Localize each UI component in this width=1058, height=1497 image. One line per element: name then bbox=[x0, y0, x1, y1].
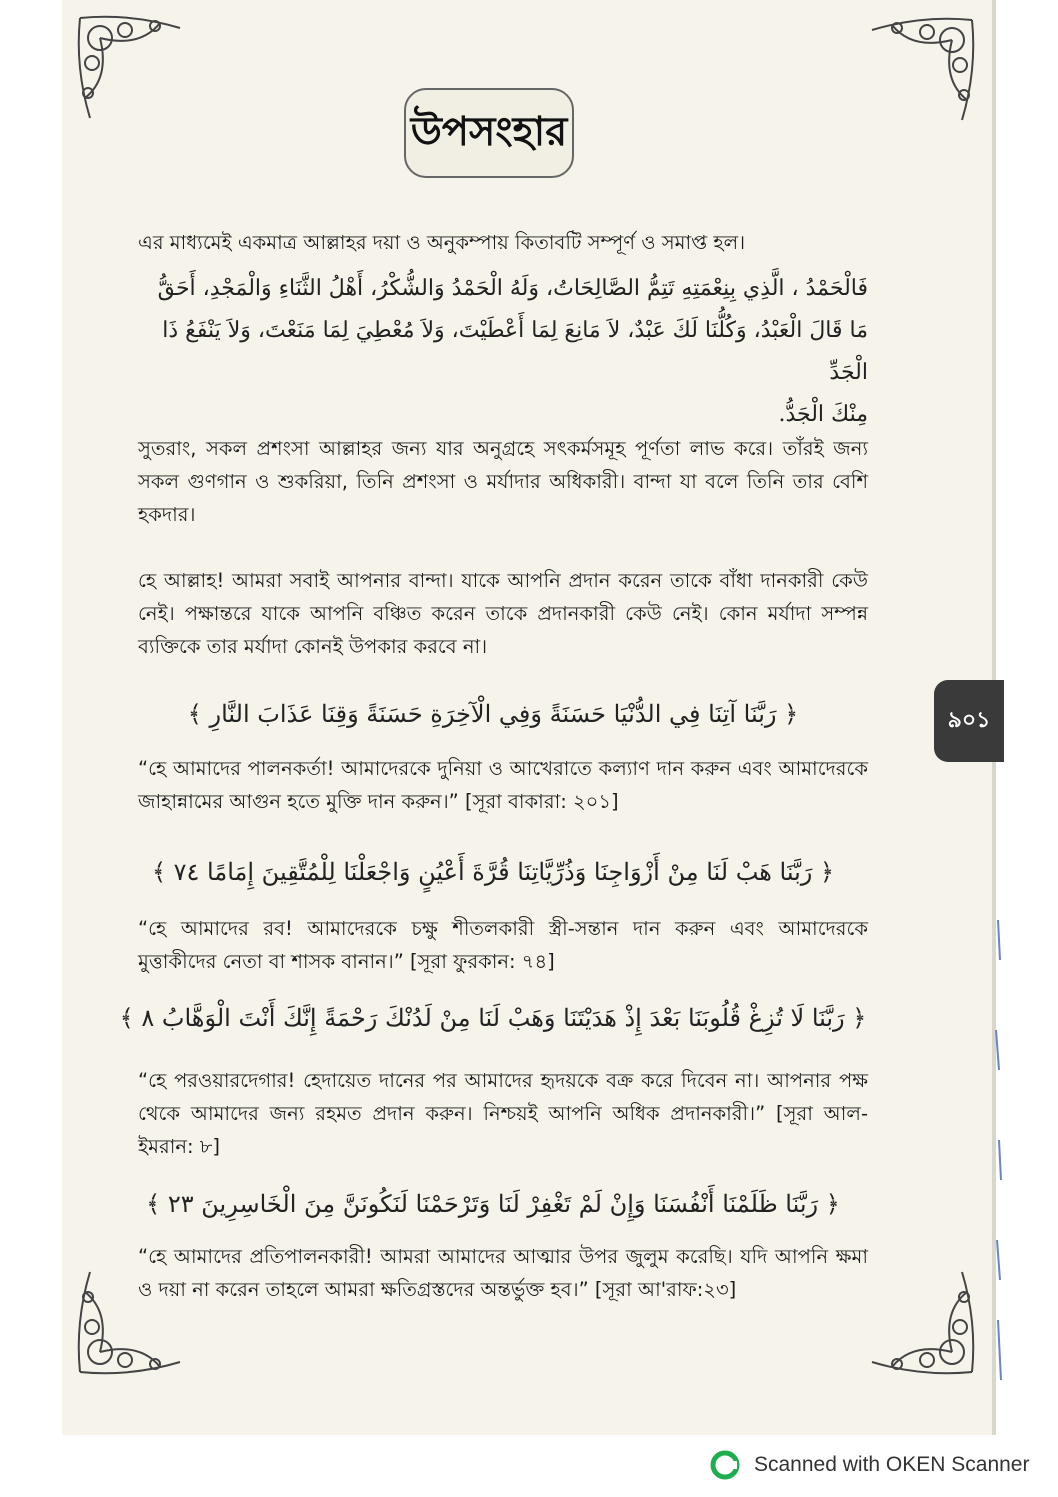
dua-1-arabic: ﴿ رَبَّنَا آتِنَا فِي الدُّنْيَا حَسَنَةً وَفِي الْآخِرَةِ حَسَنَةً وَقِنَا عَذَابَ النَّارِ ﴾ bbox=[187, 700, 799, 728]
corner-ornament-bottom-right bbox=[862, 1262, 982, 1382]
dua-2-translation: “হে আমাদের রব! আমাদেরকে চক্ষু শীতলকারী স্ত্রী-সন্তান দান করুন এবং আমাদেরকে মুত্তাকীদের নেতা বা শাসক বানান।” [সূরা ফুরকান: ৭৪] bbox=[138, 917, 868, 973]
dua-4-translation: “হে আমাদের প্রতিপালনকারী! আমরা আমাদের আত্মার উপর জুলুম করেছি। যদি আপনি ক্ষমা ও দয়া না করেন তাহলে আমরা ক্ষতিগ্রস্তদের অন্তর্ভুক্ত হব।” [সূরা আ'রাফ:২৩] bbox=[138, 1245, 868, 1301]
page-number: ৯০১ bbox=[947, 707, 991, 733]
dua-1-translation: “হে আমাদের পালনকর্তা! আমাদেরকে দুনিয়া ও আখেরাতে কল্যাণ দান করুন এবং আমাদেরকে জাহান্নামের আগুন হতে মুক্তি দান করুন।” [সূরা বাকারা: ২০১] bbox=[138, 757, 868, 813]
dua-3-translation: “হে পরওয়ারদেগার! হেদায়েত দানের পর আমাদের হৃদয়কে বক্র করে দিবেন না। আপনার পক্ষ থেকে আমাদের জন্য রহমত প্রদান করুন। নিশ্চয়ই আপনি অধিক প্রদানকারী।” [সূরা আল-ইমরান: ৮] bbox=[138, 1069, 868, 1158]
scanner-watermark bbox=[710, 1446, 1029, 1484]
corner-ornament-top-left bbox=[70, 8, 190, 128]
arabic-praise-line: فَالْحَمْدُ ، الَّذِي بِنِعْمَتِهِ تَتِمُّ الصَّالِحَاتُ، وَلَهُ الْحَمْدُ وَالشُّكْرُ، أَهْلُ الثَّنَاءِ وَالْمَجْدِ، أَحَقُّ bbox=[157, 276, 868, 301]
scanner-logo-icon bbox=[710, 1450, 740, 1480]
arabic-praise-line: مَا قَالَ الْعَبْدُ، وَكُلُّنَا لَكَ عَبْدٌ، لاَ مَانِعَ لِمَا أَعْطَيْتَ، وَلاَ مُعْطِيَ لِمَا مَنَعْتَ، وَلاَ يَنْفَعُ ذَا الْجَدِّ bbox=[162, 318, 868, 385]
dua-4-arabic: ﴿ رَبَّنَا ظَلَمْنَا أَنْفُسَنَا وَإِنْ لَمْ تَغْفِرْ لَنَا وَتَرْحَمْنَا لَنَكُونَنَّ مِنَ الْخَاسِرِينَ ٢٣ ﴾ bbox=[146, 1190, 840, 1218]
praise-paragraph: সুতরাং, সকল প্রশংসা আল্লাহর জন্য যার অনুগ্রহে সৎকর্মসমূহ পূর্ণতা লাভ করে। তাঁরই জন্য সকল গুণগান ও শুকরিয়া, তিনি প্রশংসা ও মর্যাদার অধিকারী। বান্দা যা বলে তিনি তার বেশি হকদার। bbox=[138, 437, 868, 526]
intro-paragraph: এর মাধ্যমেই একমাত্র আল্লাহর দয়া ও অনুকম্পায় কিতাবটি সম্পূর্ণ ও সমাপ্ত হল। bbox=[138, 231, 746, 254]
corner-ornament-top-right bbox=[862, 10, 982, 130]
scanner-text: Scanned with OKEN Scanner bbox=[754, 1453, 1030, 1476]
arabic-praise-line: مِنْكَ الْجَدُّ. bbox=[778, 402, 868, 427]
page-edge-marks bbox=[990, 880, 1010, 1420]
title-box bbox=[404, 88, 574, 178]
arabic-praise-block bbox=[118, 268, 868, 436]
page-title: উপসংহার bbox=[410, 108, 568, 155]
page-number-tab bbox=[934, 680, 1004, 762]
dua-2-arabic: ﴿ رَبَّنَا هَبْ لَنَا مِنْ أَزْوَاجِنَا وَذُرِّيَّاتِنَا قُرَّةَ أَعْيُنٍ وَاجْعَلْنَا لِلْمُتَّقِينَ إِمَامًا ٧٤ ﴾ bbox=[151, 858, 835, 886]
book-page bbox=[62, 0, 996, 1435]
dua-3-arabic: ﴿ رَبَّنَا لَا تُزِغْ قُلُوبَنَا بَعْدَ إِذْ هَدَيْتَنَا وَهَبْ لَنَا مِنْ لَدُنْكَ رَحْمَةً إِنَّكَ أَنْتَ الْوَهَّابُ ٨ ﴾ bbox=[119, 1004, 867, 1032]
servants-paragraph: হে আল্লাহ! আমরা সবাই আপনার বান্দা। যাকে আপনি প্রদান করেন তাকে বাঁধা দানকারী কেউ নেই। পক্ষান্তরে যাকে আপনি বঞ্চিত করেন তাকে প্রদানকারী কেউ নেই। কোন মর্যাদা সম্পন্ন ব্যক্তিকে তার মর্যাদা কোনই উপকার করবে না। bbox=[138, 569, 868, 658]
